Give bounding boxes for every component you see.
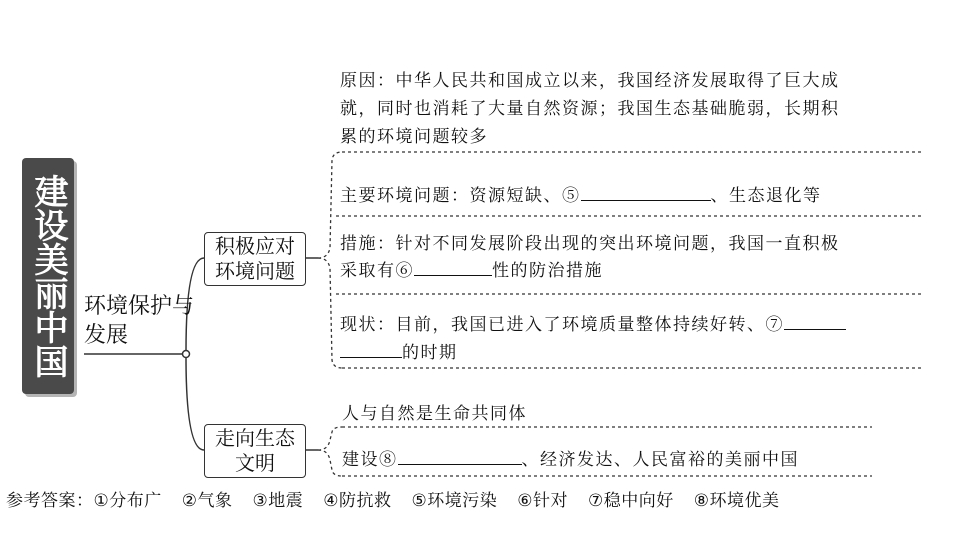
main-problems-text-end: 、生态退化等 <box>710 186 822 206</box>
blank-5 <box>581 184 711 201</box>
measures-line-1: 措施：针对不同发展阶段出现的突出环境问题，我国一直积极 <box>340 234 840 254</box>
branch-ecological-civilization <box>204 424 306 478</box>
answer-item: ②气象 <box>181 491 233 511</box>
root-node <box>22 158 74 394</box>
status-text-end: 的时期 <box>402 343 458 363</box>
eco-line-2 <box>342 447 799 474</box>
status-text: 现状：目前，我国已进入了环境质量整体持续好转、⑦ <box>340 315 784 335</box>
answer-item: ①分布广 <box>93 491 162 511</box>
topic-node <box>84 292 194 350</box>
answer-key <box>6 488 780 514</box>
root-title: 建设美丽中国 <box>28 174 68 378</box>
answer-item: ③地震 <box>252 491 304 511</box>
branch-label: 走向生态文明 <box>215 426 295 475</box>
cause-line-2: 就，同时也消耗了大量自然资源；我国生态基础脆弱，长期积 <box>340 99 840 119</box>
measures-text-end: 性的防治措施 <box>492 261 603 281</box>
topic-label: 环境保护与发展 <box>84 294 195 348</box>
blank-6 <box>414 259 492 276</box>
answer-item: ⑤环境污染 <box>411 491 498 511</box>
blank-8 <box>398 448 522 465</box>
main-problems <box>340 183 822 210</box>
answer-item: ④防抗救 <box>323 491 392 511</box>
measures-line-2 <box>340 258 603 285</box>
eco-text-end: 、经济发达、人民富裕的美丽中国 <box>521 450 799 470</box>
blank-7b <box>340 341 402 358</box>
cause-line-3: 累的环境问题较多 <box>340 127 488 147</box>
answer-item: ⑧环境优美 <box>693 491 780 511</box>
blank-7a <box>784 313 846 330</box>
status-line-1 <box>340 312 846 339</box>
main-problems-text: 主要环境问题：资源短缺、⑤ <box>340 186 581 206</box>
branch-label: 积极应对环境问题 <box>215 234 295 283</box>
measures-text: 采取有⑥ <box>340 261 414 281</box>
answer-key-label: 参考答案： <box>6 491 94 511</box>
eco-line-1: 人与自然是生命共同体 <box>342 404 527 424</box>
eco-text: 建设⑧ <box>342 450 398 470</box>
branch-environment-problems <box>204 232 306 286</box>
cause-line-1: 原因：中华人民共和国成立以来，我国经济发展取得了巨大成 <box>340 71 840 91</box>
status-line-2 <box>340 340 458 367</box>
answer-item: ⑦稳中向好 <box>588 491 674 511</box>
answer-item: ⑥针对 <box>517 491 568 511</box>
